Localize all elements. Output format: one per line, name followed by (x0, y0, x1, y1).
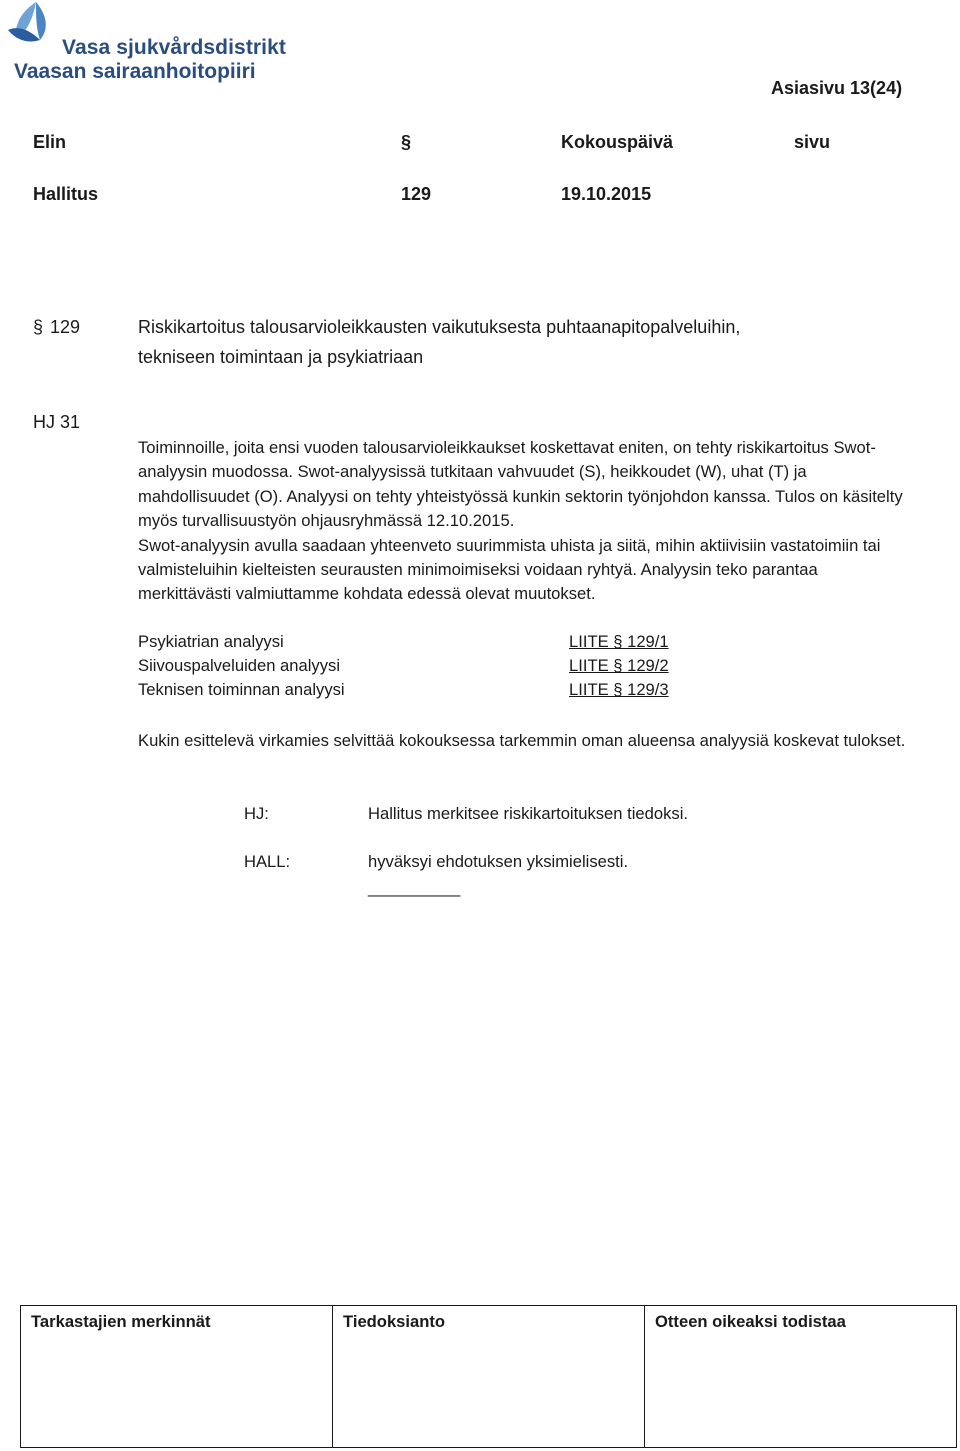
signature-line: __________ (368, 878, 461, 897)
closing-text: Kukin esittelevä virkamies selvittää kokouksessa tarkemmin oman alueensa analyysiä koskevat tulokset. (138, 731, 906, 750)
page-number: Asiasivu 13(24) (771, 78, 903, 98)
section-title-line2: tekniseen toimintaan ja psykiatriaan (138, 347, 424, 367)
attachment-link-3[interactable]: LIITE § 129/3 (569, 680, 669, 699)
header-section-label: § (401, 132, 412, 152)
header-date-label: Kokouspäivä (561, 132, 674, 152)
footer-reviewers-cell (21, 1306, 333, 1448)
header-organ-label: Elin (33, 132, 67, 152)
org-name-sv: Vasa sjukvårdsdistrikt (62, 36, 286, 59)
leaf-logo-icon (6, 0, 56, 52)
body-text (138, 436, 908, 607)
decision-text-board: hyväksyi ehdotuksen yksimielisesti. (368, 852, 629, 871)
header-date-value: 19.10.2015 (561, 184, 652, 204)
decision-label-board: HALL: (244, 852, 291, 871)
section-title-line1: Riskikartoitus talousarvioleikkausten vaikutuksesta puhtaanapitopalveluihin, (138, 317, 741, 337)
reference-code: HJ 31 (33, 412, 81, 432)
footer-notice-cell (333, 1306, 645, 1448)
section-number: 129 (50, 317, 81, 337)
decision-text-proposal: Hallitus merkitsee riskikartoituksen tiedoksi. (368, 804, 688, 823)
body-paragraph-1: Toiminnoille, joita ensi vuoden talousarvioleikkaukset koskettavat eniten, on tehty riskikartoitus Swot-analyysin muodossa. Swot-analyysissä tutkitaan vahvuudet (S), heikkoudet (W), uhat (T) ja mahdollisuudet (O). Analyysi on tehty yhteistyössä kunkin sektorin työnjohdon kanssa. Tulos on käsitelty myös turvallisuustyön ohjausryhmässä 12.10.2015. (138, 438, 903, 531)
attachment-label-3: Teknisen toiminnan analyysi (138, 680, 345, 699)
header-page-label: sivu (794, 132, 831, 152)
footer-notice-label: Tiedoksianto (343, 1312, 446, 1331)
body-paragraph-2: Swot-analyysin avulla saadaan yhteenveto suurimmista uhista ja siitä, mihin aktiivisiin vastatoimiin tai valmisteluihin kielteisten seurausten minimoimiseksi voidaan ryhtyä. Analyysin teko parantaa merkittävästi valmiuttamme kohdata edessä olevat muutokset. (138, 535, 881, 604)
attachment-label-2: Siivouspalveluiden analyysi (138, 656, 341, 675)
footer-certify-label: Otteen oikeaksi todistaa (655, 1312, 846, 1331)
section-symbol: § (33, 317, 44, 337)
attachment-label-1: Psykiatrian analyysi (138, 632, 284, 651)
footer-reviewers-label: Tarkastajien merkinnät (31, 1312, 211, 1331)
header-organ-value: Hallitus (33, 184, 99, 204)
org-name-fi: Vaasan sairaanhoitopiiri (14, 60, 256, 83)
decision-label-proposal: HJ: (244, 804, 269, 823)
attachment-link-2[interactable]: LIITE § 129/2 (569, 656, 669, 675)
attachment-link-1[interactable]: LIITE § 129/1 (569, 632, 669, 651)
footer-certify-cell (645, 1306, 957, 1448)
footer-table (20, 1305, 957, 1448)
header-section-value: 129 (401, 184, 432, 204)
